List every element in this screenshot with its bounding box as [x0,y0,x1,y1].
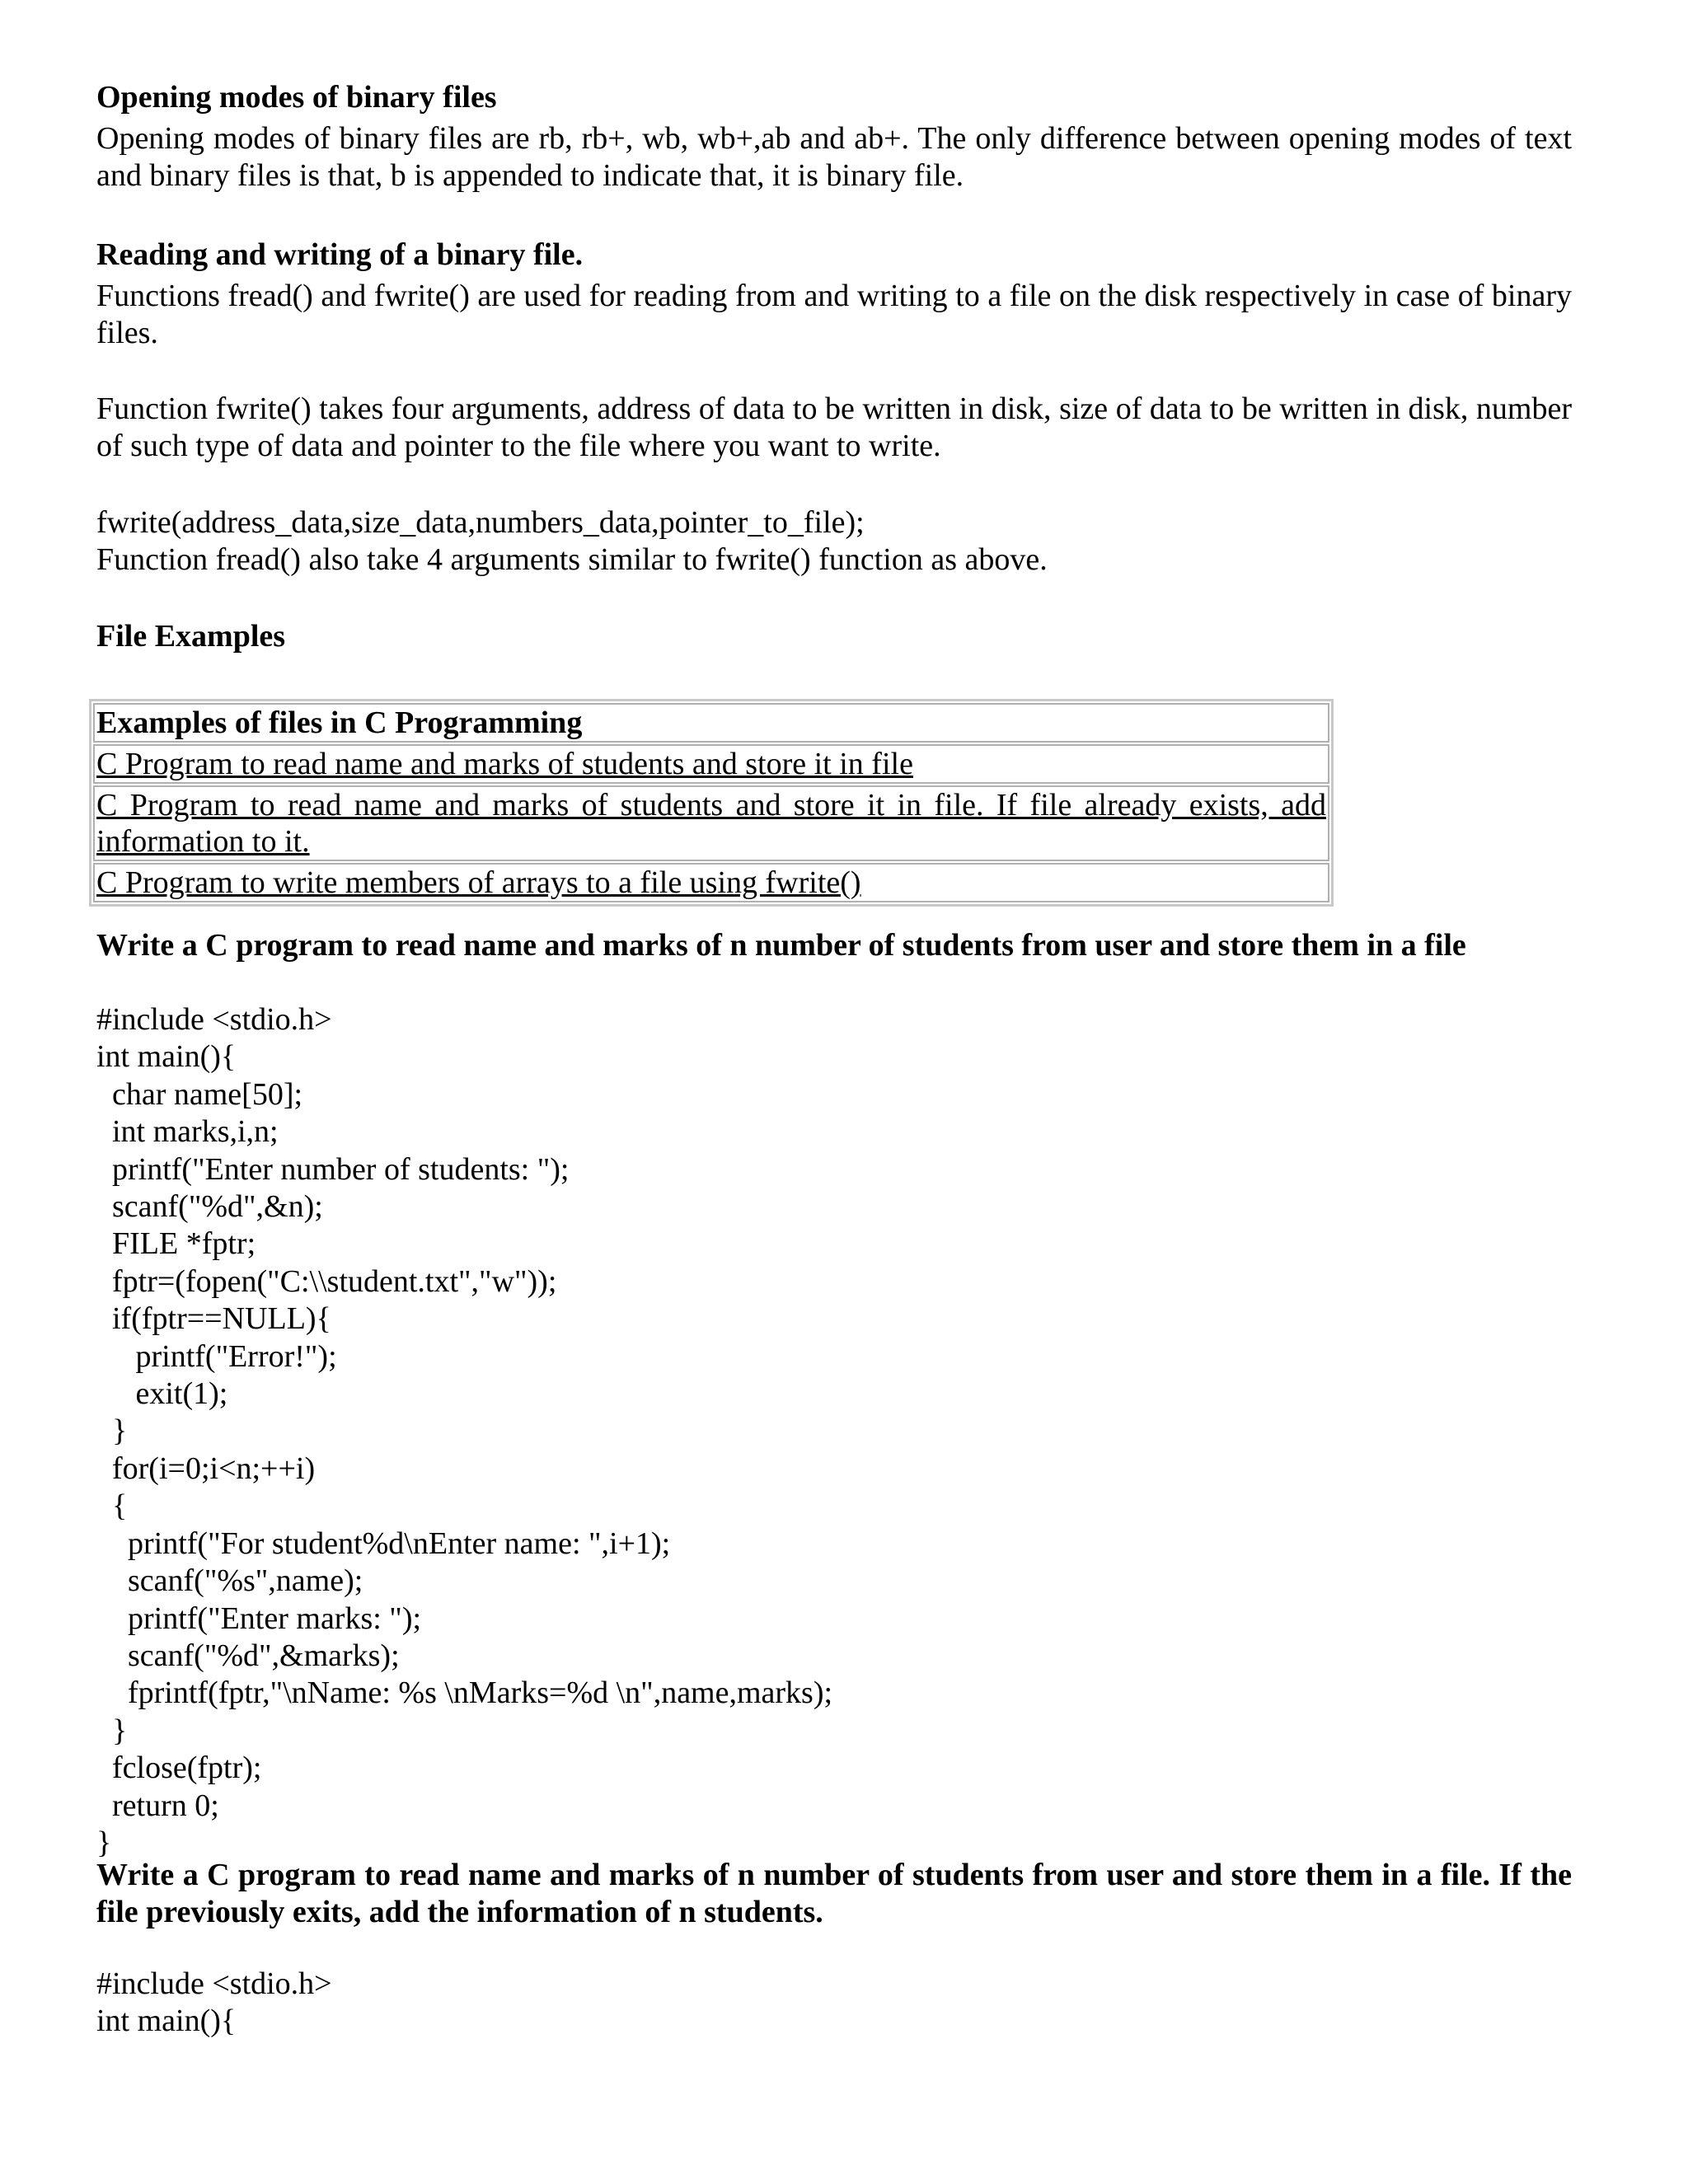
paragraph-fread-note: Function fread() also take 4 arguments similar to fwrite() function as above. [96,542,1048,577]
table-cell [93,744,1329,784]
program-1-title: Write a C program to read name and marks of n number of students from user and store them in a file [96,928,1466,963]
table-row [93,785,1329,861]
heading-file-examples: File Examples [96,619,286,654]
table-cell [93,785,1329,861]
table-row [93,744,1329,784]
paragraph-fwrite-arguments: Function fwrite() takes four arguments, address of data to be written in disk, size of data to be written in disk, number of such type of data and pointer to the file where you want to write. [96,391,1572,463]
table-header-row [93,703,1329,743]
table-row [93,863,1329,902]
example-link-1[interactable]: C Program to read name and marks of students and store it in file [96,747,913,781]
fwrite-syntax: fwrite(address_data,size_data,numbers_data,pointer_to_file); [96,505,865,540]
table-header-cell: Examples of files in C Programming [93,703,1329,743]
example-link-3[interactable]: C Program to write members of arrays to a file using fwrite() [96,865,861,900]
example-link-2[interactable]: C Program to read name and marks of students and store it in file. If file already exists, add information to it. [96,788,1326,859]
table-cell [93,863,1329,902]
program-2-code: #include <stdio.h> int main(){ [96,1966,332,2039]
paragraph-fread-fwrite: Functions fread() and fwrite() are used for reading from and writing to a file on the disk respectively in case of binary files. [96,279,1572,350]
heading-reading-writing: Reading and writing of a binary file. [96,237,584,272]
paragraph-opening-modes: Opening modes of binary files are rb, rb+, wb, wb+,ab and ab+. The only difference between opening modes of text and binary files is that, b is appended to indicate that, it is binary file. [96,121,1572,193]
heading-opening-modes: Opening modes of binary files [96,80,497,115]
examples-table [89,699,1334,907]
program-2-title: Write a C program to read name and marks of n number of students from user and store them in a file. If the file previously exits, add the information of n students. [96,1858,1572,1929]
program-1-code: #include <stdio.h> int main(){ char name[50]; int marks,i,n; printf("Enter number of students: "); scanf("%d",&n); FILE *fptr; fptr=(fopen("C:\\student.txt","w")); if(fptr==NULL){ printf("Error!"); exit(1); } for(i=0;i<n;++i) { printf("For student%d\nEnter name: ",i+1); scanf("%s",name); printf("Enter marks: "); scanf("%d",&marks); fprintf(fptr,"\nName: %s \nMarks=%d \n",name,marks); } fclose(fptr); return 0; } [96,1002,833,1860]
